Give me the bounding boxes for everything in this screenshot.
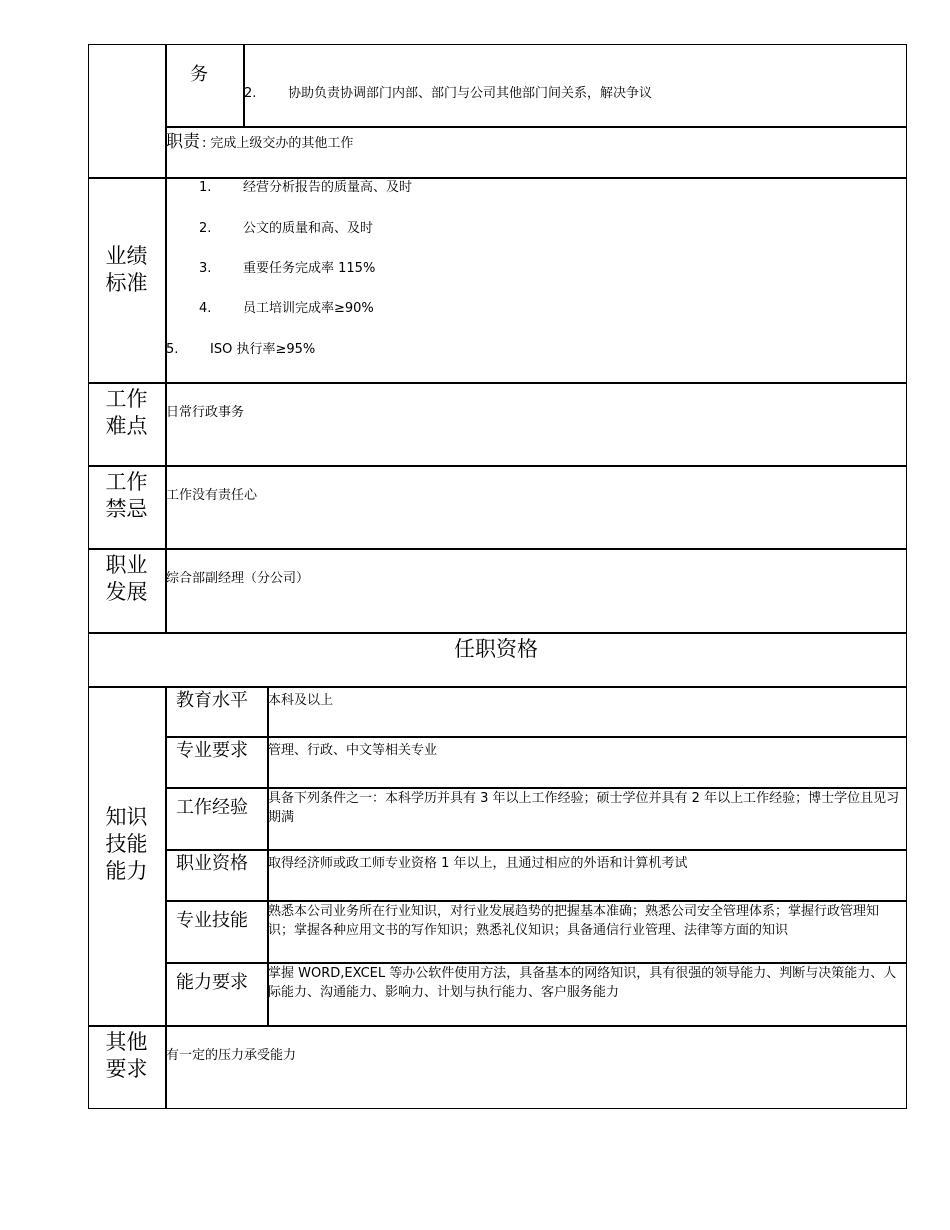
performance-item-5 — [166, 341, 315, 359]
duty-item-text: 协助负责协调部门内部、部门与公司其他部门间关系，解决争议 — [288, 86, 653, 101]
career-label — [88, 552, 165, 606]
certification-label: 职业资格 — [176, 853, 248, 874]
knowledge-label-line1: 知识 — [105, 805, 148, 829]
performance-item-number: 2. — [199, 221, 212, 236]
responsibility-colon: : — [202, 136, 207, 151]
performance-item-text: 经营分析报告的质量高、及时 — [243, 180, 413, 195]
responsibility-line — [166, 133, 353, 153]
career-text: 综合部副经理（分公司） — [166, 571, 310, 586]
other-label-line2: 要求 — [105, 1057, 148, 1081]
table-hline — [165, 849, 907, 851]
difficulty-text: 日常行政事务 — [166, 405, 245, 420]
education-label: 教育水平 — [176, 690, 248, 711]
taboo-label-line1: 工作 — [105, 470, 148, 494]
knowledge-label-line2: 技能 — [105, 832, 148, 856]
ability-text: 掌握 WORD,EXCEL 等办公软件使用方法，具备基本的网络知识，具有很强的领导能力、判断与决策能力、人际能力、沟通能力、影响力、计划与执行能力、客户服务能力 — [268, 966, 897, 1000]
table-hline — [165, 736, 907, 738]
taboo-label — [88, 469, 165, 523]
performance-item-3 — [199, 260, 375, 278]
experience-text: 具备下列条件之一：本科学历并具有 3 年以上工作经验；硕士学位并具有 2 年以上工作经验；博士学位且见习期满 — [268, 791, 900, 825]
education-text: 本科及以上 — [268, 693, 334, 708]
duty-label-fragment: 务 — [190, 64, 208, 85]
performance-item-number: 1. — [199, 180, 212, 195]
difficulty-label — [88, 386, 165, 440]
table-hline — [88, 632, 907, 634]
performance-item-4 — [199, 300, 374, 318]
major-text: 管理、行政、中文等相关专业 — [268, 743, 438, 758]
table-hline — [88, 548, 907, 550]
knowledge-label-line3: 能力 — [105, 859, 148, 883]
performance-item-text: 公文的质量和高、及时 — [243, 221, 374, 236]
skills-label: 专业技能 — [176, 910, 248, 931]
table-vline-label-2 — [165, 687, 167, 1109]
certification-text: 取得经济师或政工师专业资格 1 年以上，且通过相应的外语和计算机考试 — [268, 856, 688, 871]
table-hline — [88, 465, 907, 467]
performance-item-number: 5. — [166, 342, 179, 357]
table-hline — [88, 686, 907, 688]
duty-item-number: 2. — [244, 86, 257, 101]
performance-item-number: 4. — [199, 301, 212, 316]
taboo-text: 工作没有责任心 — [166, 488, 258, 503]
performance-item-1 — [199, 179, 412, 197]
performance-label — [88, 243, 165, 297]
performance-item-2 — [199, 220, 373, 238]
table-hline — [165, 126, 907, 128]
table-hline — [88, 1025, 907, 1027]
performance-item-number: 3. — [199, 261, 212, 276]
skills-text: 熟悉本公司业务所在行业知识，对行业发展趋势的把握基本准确；熟悉公司安全管理体系；掌握行政管理知识；掌握各种应用文书的写作知识；熟悉礼仪知识；具备通信行业管理、法律等方面的知识 — [268, 904, 880, 938]
knowledge-label — [88, 804, 165, 885]
duty-item — [244, 85, 652, 103]
performance-label-line2: 标准 — [105, 271, 148, 295]
performance-item-text: 重要任务完成率 115% — [243, 261, 376, 276]
other-label-line1: 其他 — [105, 1030, 148, 1054]
table-hline — [88, 382, 907, 384]
difficulty-label-line2: 难点 — [105, 414, 148, 438]
ability-label: 能力要求 — [176, 972, 248, 993]
other-text: 有一定的压力承受能力 — [166, 1048, 297, 1063]
career-label-line2: 发展 — [105, 580, 148, 604]
career-label-line1: 职业 — [105, 553, 148, 577]
experience-label: 工作经验 — [176, 797, 248, 818]
responsibility-text: 完成上级交办的其他工作 — [210, 136, 354, 151]
qualification-title: 任职资格 — [454, 637, 538, 661]
difficulty-label-line1: 工作 — [105, 387, 148, 411]
performance-item-text: 员工培训完成率≥90% — [243, 301, 374, 316]
other-label — [88, 1029, 165, 1083]
taboo-label-line2: 禁忌 — [105, 497, 148, 521]
responsibility-label: 职责 — [166, 132, 200, 152]
performance-item-text: ISO 执行率≥95% — [210, 342, 316, 357]
major-label: 专业要求 — [176, 740, 248, 761]
performance-label-line1: 业绩 — [105, 244, 148, 268]
